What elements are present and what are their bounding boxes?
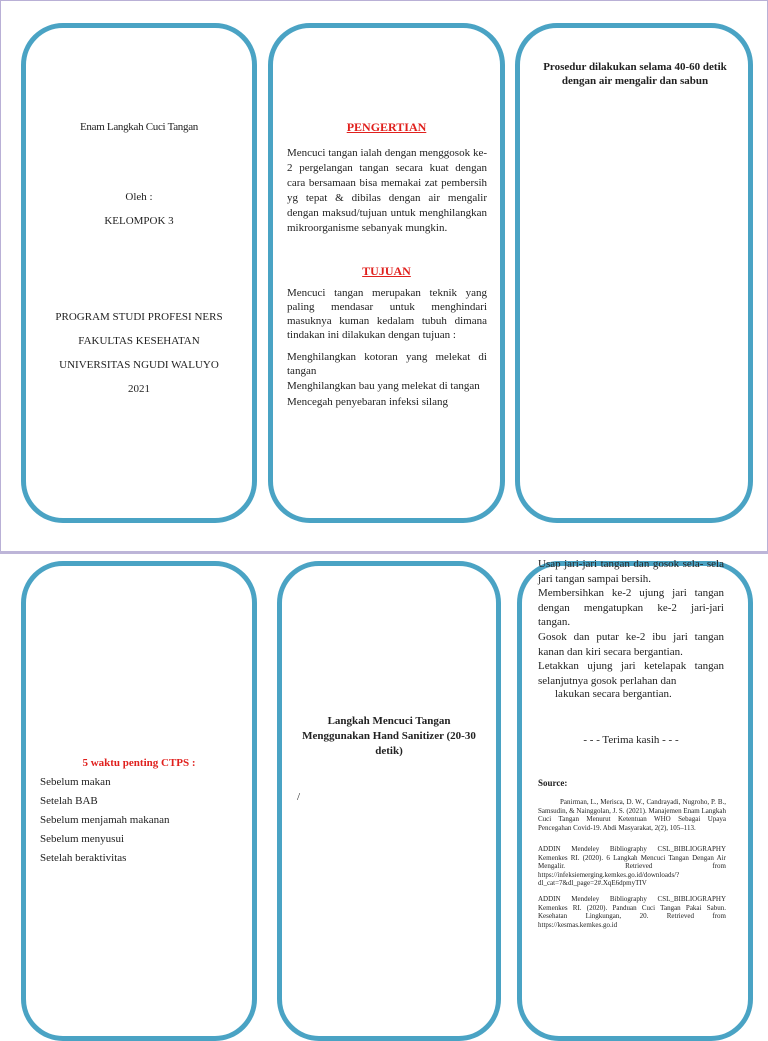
purpose-heading: TUJUAN: [362, 264, 411, 278]
cover-program: PROGRAM STUDI PROFESI NERS: [55, 311, 223, 323]
cover-group: KELOMPOK 3: [104, 215, 174, 227]
ctps-panel: [21, 561, 257, 1041]
step-2: Membersihkan ke-2 ujung jari tangan dengan mengatupkan ke-2 jari-jari tangan.: [538, 587, 724, 629]
sanitizer-heading: Langkah Mencuci Tangan Menggunakan Hand Sanitizer (20-30 detik): [302, 715, 476, 757]
definition-panel: [268, 23, 505, 523]
cover-university: UNIVERSITAS NGUDI WALUYO: [59, 359, 219, 371]
ctps-item-1: Sebelum makan: [40, 776, 111, 788]
cover-faculty: FAKULTAS KESEHATAN: [78, 335, 200, 347]
procedure-heading: Prosedur dilakukan selama 40-60 detik dengan air mengalir dan sabun: [543, 61, 727, 87]
source-label: Source:: [538, 778, 568, 788]
cover-title: Enam Langkah Cuci Tangan: [80, 121, 198, 133]
page-divider: [0, 551, 768, 554]
ctps-item-2: Setelah BAB: [40, 795, 98, 807]
sanitizer-panel: [277, 561, 501, 1041]
purpose-text: Mencuci tangan merupakan teknik yang paling mendasar untuk menghindari masuknya kuman kedalam tubuh dimana tindakan ini dilakukan dengan tujuan :: [287, 287, 487, 341]
reference-1: Panirman, L., Merisca, D. W., Candrayadi, Nugroho, P. B., Samsudin, & Nainggolan, J. S. (2021). Manajemen Enam Langkah Cuci Tangan Menurut Ketentuan WHO Sebagai Upaya Pencegahan Covid-19. Abdi Masyarakat, 2(2), 105–113.: [538, 798, 726, 832]
definition-text: Mencuci tangan ialah dengan menggosok ke-2 pergelangan tangan secara kuat dengan cara bersamaan bisa memakai zat pembersih yg tepat & dibilas dengan air mengalir dengan maksud/tujuan untuk menghilangkan mikroorganisme sebanyak mungkin.: [287, 147, 487, 234]
ctps-heading: 5 waktu penting CTPS :: [82, 757, 196, 769]
reference-3: ADDIN Mendeley Bibliography CSL_BIBLIOGRAPHY Kemenkes RI. (2020). Panduan Cuci Tangan Pakai Sabun. Kesehatan Lingkungan, 20. Retrieved from https://kesmas.kemkes.go.id: [538, 895, 726, 929]
procedure-panel: [515, 23, 753, 523]
cover-by: Oleh :: [125, 191, 153, 203]
reference-2: ADDIN Mendeley Bibliography CSL_BIBLIOGRAPHY Kemenkes RI. (2020). 6 Langkah Mencuci Tangan Dengan Air Mengalir. Retrieved from https://infeksiemerging.kemkes.go.id/downloads/?dl_cat=7&dl_page=2#.XqE6dpmyTIV: [538, 845, 726, 888]
ctps-item-4: Sebelum menyusui: [40, 833, 125, 845]
ctps-item-5: Setelah beraktivitas: [40, 852, 127, 864]
step-4: Letakkan ujung jari ketelapak tangan selanjutnya gosok perlahan dan: [538, 660, 724, 687]
thanks-text: - - - Terima kasih - - -: [583, 734, 679, 746]
sanitizer-mark: /: [297, 791, 301, 803]
ctps-item-3: Sebelum menjamah makanan: [40, 814, 170, 826]
step-1: Usap jari-jari tangan dan gosok sela- sela jari tangan sampai bersih.: [538, 558, 724, 585]
purpose-item-1: Menghilangkan kotoran yang melekat di tangan: [287, 351, 487, 377]
cover-panel: [21, 23, 257, 523]
cover-year: 2021: [128, 383, 150, 395]
definition-heading: PENGERTIAN: [346, 120, 427, 134]
step-3: Gosok dan putar ke-2 ibu jari tangan kanan dan kiri secara bergantian.: [538, 631, 724, 658]
purpose-item-3: Mencegah penyebaran infeksi silang: [287, 396, 448, 408]
step-5: lakukan secara bergantian.: [555, 688, 672, 700]
purpose-item-2: Menghilangkan bau yang melekat di tangan: [287, 380, 480, 392]
